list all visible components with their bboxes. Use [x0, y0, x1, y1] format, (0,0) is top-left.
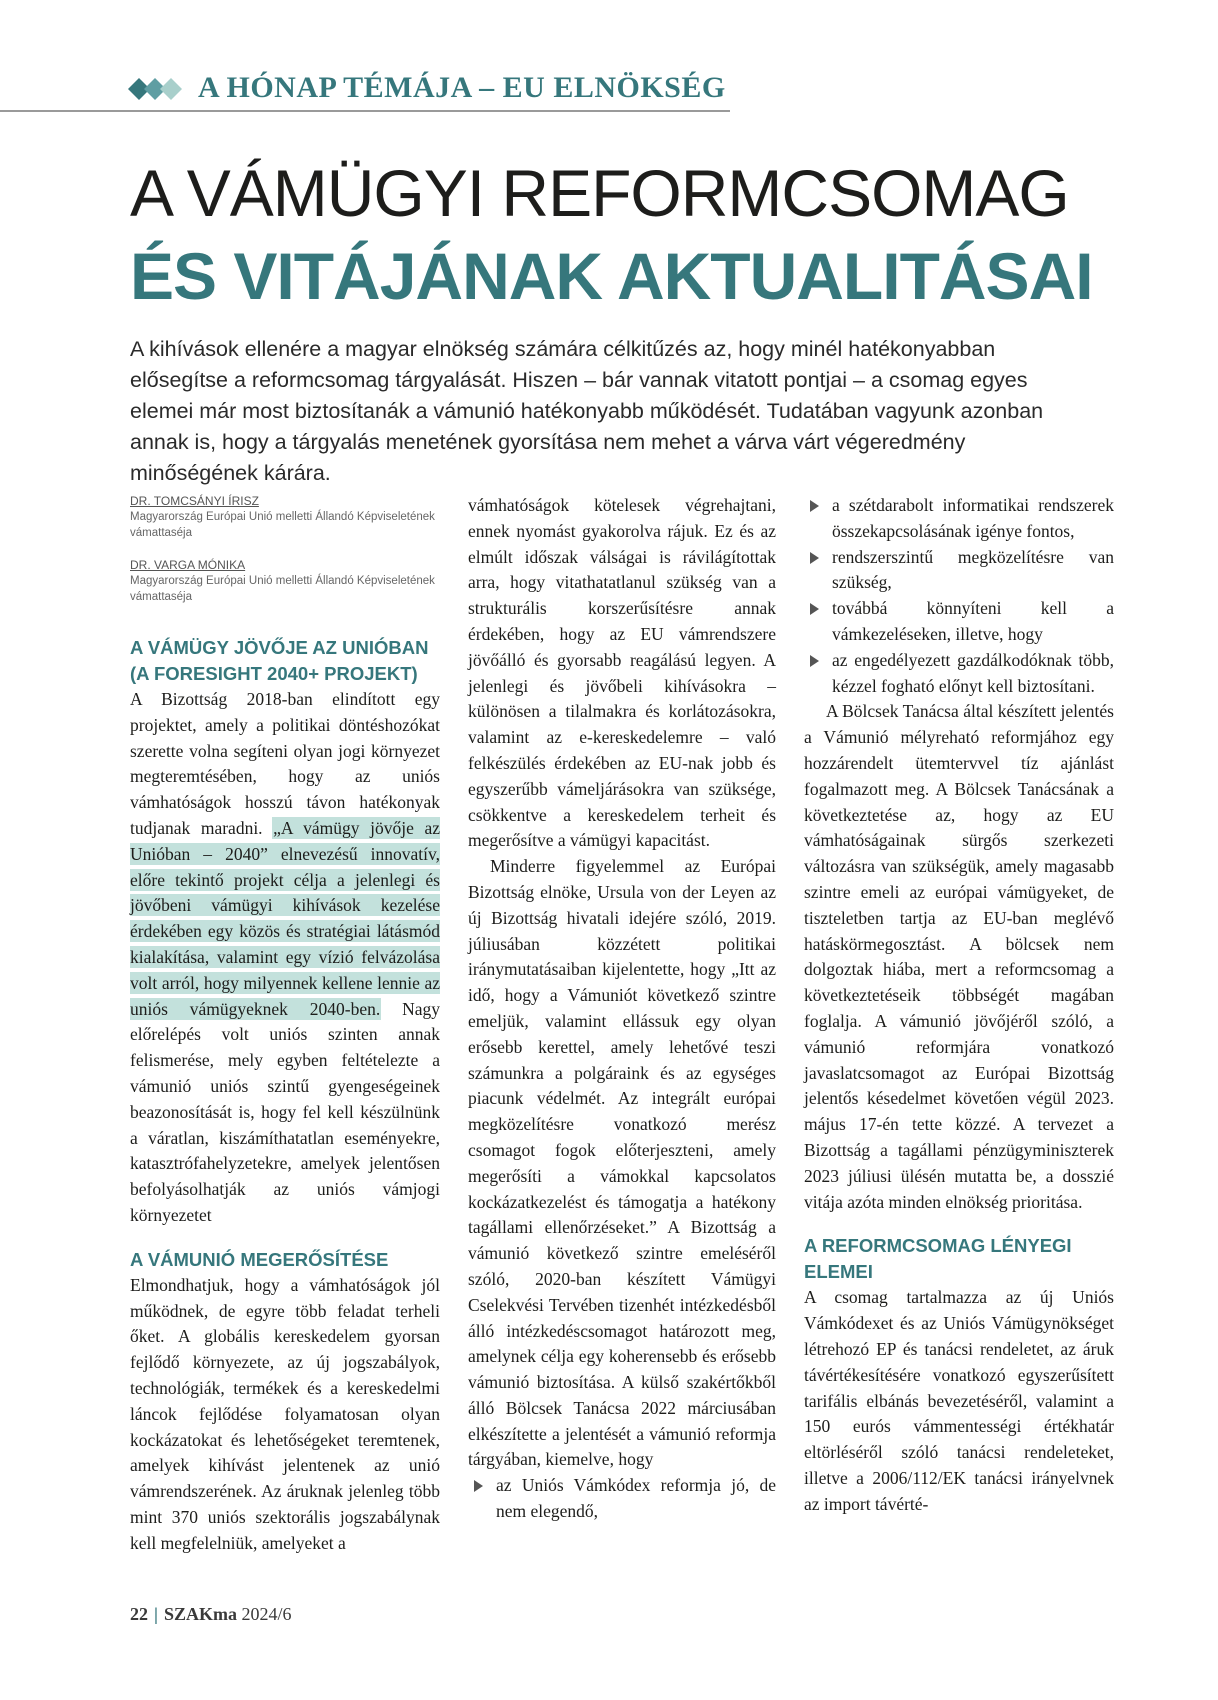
paragraph-reform-elements: A csomag tartalmazza az új Uniós Vámkódexet és az Uniós Vámügynökséget létrehozó EP és tanácsi rendeletet, az áruk távértékesítésére vonatkozó egyszerűsített tarifális elbánás bevezetéséről, valamint a 150 eurós vámmentességi értékhatár eltörléséről szóló tanácsi rendeleteket, illetve a 2006/112/EK tanácsi irányelvnek az import távérté- — [804, 1287, 1114, 1514]
author-role: Magyarország Európai Unió melletti Állandó Képviseletének vámattaséja — [130, 575, 435, 603]
bullet-item: továbbá könnyíteni kell a vámkezeléseken, illetve, hogy — [804, 596, 1114, 648]
magazine-name: SZAKma — [163, 1604, 237, 1624]
diamond-logo-icon — [128, 78, 188, 100]
page-number: 22 — [130, 1604, 148, 1624]
highlighted-text: „A vámügy jövője az Unióban – 2040” elnevezésű innovatív, előre tekintő projekt célja a jelenlegi és jövőbeni vámügyi kihívások kezelése érdekében egy közös és stratégiai látásmód kialakítása, valamint egy vízió felvázolása volt arról, hogy milyennek kellene lennie az uniós vámügyeknek 2040-ben. — [130, 817, 440, 1019]
author-block — [130, 557, 440, 605]
bullet-item: az Uniós Vámkódex reformja jó, de nem elegendő, — [468, 1473, 776, 1525]
paragraph-strengthening: Elmondhatjuk, hogy a vámhatóságok jól működnek, de egyre több feladat terheli őket. A globális kereskedelem gyorsan fejlődő környezete, az új jogszabályok, technológiák, termékek és a kereskedelmi láncok fejlődése folyamatosan olyan kockázatokat és lehetőségeket teremtenek, amelyek kihívást jelentenek az unió vámrendszerének. Az áruknak jelenleg több mint 370 uniós szektorális jogszabálynak kell megfelelniük, amelyeket a — [130, 1274, 440, 1553]
bullet-item: rendszerszintű megközelítésre van szükség, — [804, 545, 1114, 597]
bullet-item: az engedélyezett gazdálkodóknak több, kézzel fogható előnyt kell biztosítani. — [804, 648, 1114, 700]
article-lead: A kihívások ellenére a magyar elnökség számára célkitűzés az, hogy minél hatékonyabban elősegítse a reformcsomag tárgyalását. Hiszen – bár vannak vitatott pontjai – a csomag egyes elemei már most biztosítanák a vámunió hatékonyabb működését. Tudatában vagyunk azonban annak is, hogy a tárgyalás menetének gyorsítása nem mehet a várva várt végeredmény minőségének kárára. — [130, 337, 1044, 485]
bullet-item: a szétdarabolt informatikai rendszerek összekapcsolásának igénye fontos, — [804, 493, 1114, 545]
footer-separator: | — [154, 1604, 158, 1624]
bullet-list — [468, 1473, 776, 1525]
subheading-reform-elements: A REFORMCSOMAG LÉNYEGI ELEMEI — [804, 1235, 1072, 1283]
paragraph-commission: Minderre figyelemmel az Európai Bizottság elnöke, Ursula von der Leyen az új Bizottság hivatali idejére szóló, 2019. júliusában közzétett politikai iránymutatásaiban kijelentette, hogy „Itt az idő, hogy a Vámuniót következő szintre emeljük, valamint ellássuk egy olyan erősebb kerettel, amely lehetővé teszi számunkra a polgáraink és az egységes piacunk védelmét. Az integrált európai megközelítésre vonatkozó merész csomagot fogok előterjeszteni, amely megerősíti a vámokkal kapcsolatos kockázatkezelést és támogatja a hatékony tagállami ellenőrzéseket.” A Bizottság a vámunió következő szintre emeléséről szóló, 2020-ban készített Vámügyi Cselekvési Tervében tizenhét intézkedésből álló intézkedéscsomagot határozott meg, amelynek célja egy koherensebb és erősebb vámunió biztosítása. A külső szakértőkből álló Bölcsek Tanácsa 2022 márciusában elkészítette a jelentését a vámunió reformja tárgyában, kiemelve, hogy — [468, 856, 776, 1470]
subheading-foresight: A VÁMÜGY JÖVŐJE AZ UNIÓBAN (A FORESIGHT 2040+ PROJEKT) — [130, 637, 429, 684]
page-footer — [130, 1604, 292, 1625]
column-2 — [468, 493, 776, 1525]
author-role: Magyarország Európai Unió melletti Állandó Képviseletének vámattaséja — [130, 511, 435, 539]
article-title-line2: ÉS VITÁJÁNAK AKTUALITÁSAI — [130, 239, 1093, 313]
paragraph-continued: vámhatóságok kötelesek végrehajtani, ennek nyomást gyakorolva rájuk. Ez és az elmúlt időszak válságai is rávilágítottak arra, hogy vitathatatlanul szükség van a strukturális korszerűsítésre annak érdekében, hogy az EU vámrendszere jövőálló és gyorsabb reagálású legyen. A jelenlegi és jövőbeli kihívásokra – különösen a tilalmakra és korlátozásokra, valamint az e-kereskedelemre – való felkészülés érdekében az EU-nak jobb és egyszerűbb vámeljárásokra van szüksége, csökkentve a kereskedelem terheit és megerősítve a vámügyi kapacitást. — [468, 495, 776, 851]
column-3 — [804, 493, 1114, 1517]
section-header — [0, 62, 730, 112]
article-title-line1: A VÁMÜGYI REFORMCSOMAG — [130, 156, 1069, 230]
subheading-strengthening: A VÁMUNIÓ MEGERŐSÍTÉSE — [130, 1248, 389, 1270]
author-name: DR. TOMCSÁNYI ÍRISZ — [130, 494, 259, 508]
author-block — [130, 493, 440, 541]
issue-number: 2024/6 — [241, 1604, 292, 1624]
paragraph-foresight — [130, 687, 440, 1229]
paragraph-text: Nagy előrelépés volt uniós szinten annak felismerése, mely egyben feltételezte a vámunió uniós szintű gyengeségeinek beazonosítását is, hogy fel kell készülnünk a váratlan, kiszámíthatatlan eseményekre, katasztrófahelyzetekre, amelyek jelentősen befolyásolhatják az uniós vámjogi környezetet — [130, 998, 440, 1225]
paragraph-text: A Bizottság 2018-ban elindított egy projektet, amely a politikai döntéshozókat szerette volna segíteni olyan jogi környezet megteremtésében, hogy az uniós vámhatóságok hosszú távon hatékonyak tudjanak maradni. — [130, 689, 440, 838]
bullet-list — [804, 493, 1114, 699]
paragraph-wise-council: A Bölcsek Tanácsa által készített jelentés a Vámunió mélyreható reformjához egy hozzárendelt ütemtervvel tíz ajánlást fogalmazott meg. A Bölcsek Tanácsának a következtetése az, hogy az EU vámhatóságainak sürgős szerkezeti változásra van szükségük, amely magasabb szintre emeli az európai vámügyeket, de tiszteletben tartja az EU-ban meglévő hatáskörmegosztást. A bölcsek nem dolgoztak hiába, mert a reformcsomag a következtetéseik többségét magában foglalja. A vámunió jövőjéről szóló, a vámunió reformjára vonatkozó javaslatcsomagot az Európai Bizottság jelentős késedelmet követően végül 2023. május 17-én tette közzé. A tervezet a Bizottság a tagállami pénzügyminiszterek 2023 júliusi ülésén mutatta be, a dosszié vitája azóta minden elnökség prioritása. — [804, 701, 1114, 1212]
author-name: DR. VARGA MÓNIKA — [130, 558, 246, 572]
column-1 — [130, 493, 440, 1557]
section-label: A HÓNAP TÉMÁJA – EU ELNÖKSÉG — [198, 71, 726, 104]
